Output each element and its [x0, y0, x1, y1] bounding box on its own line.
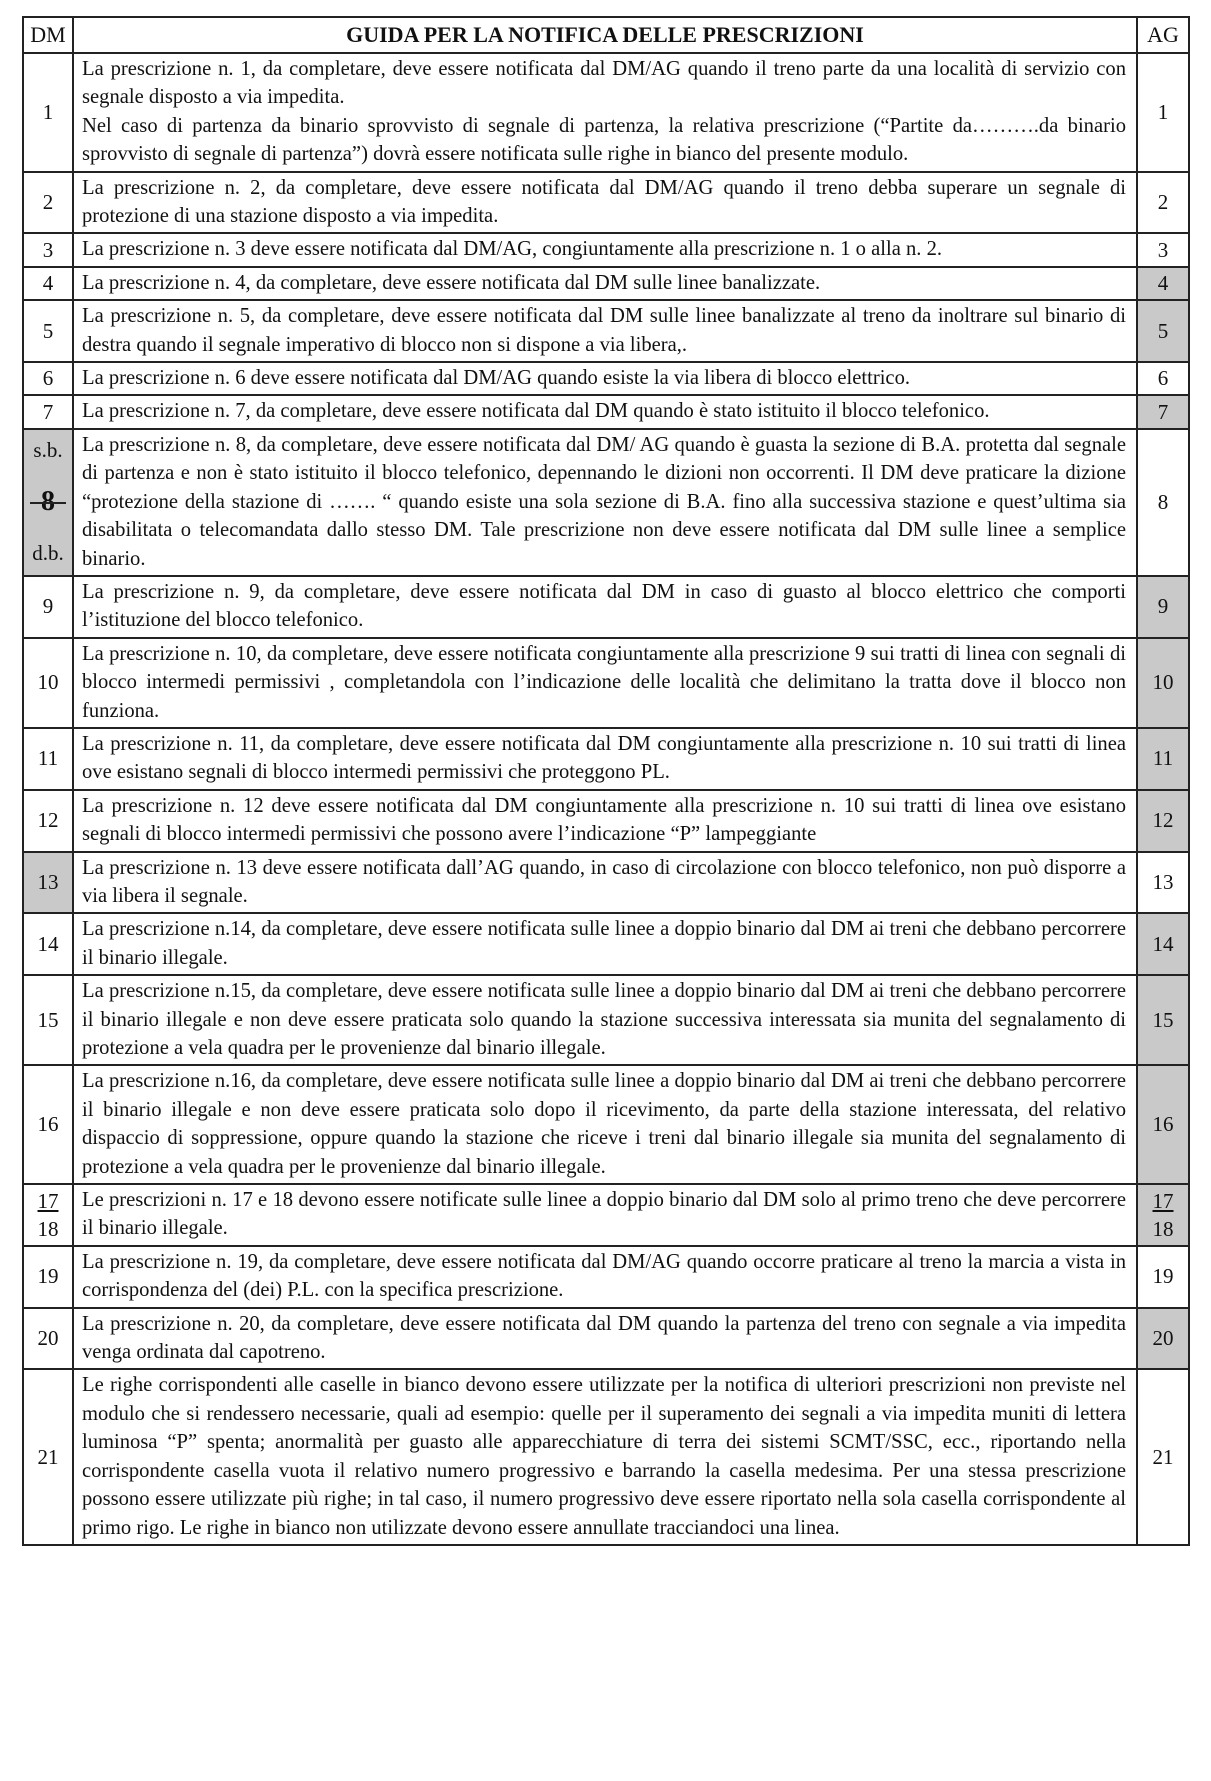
ag-number-cell: 19: [1137, 1246, 1189, 1308]
dm-number-cell: 10: [23, 638, 73, 728]
dm-number-cell: 4: [23, 267, 73, 300]
instruction-text-cell: La prescrizione n. 10, da completare, deve essere notificata congiuntamente alla prescrizione 9 sui tratti di linea con segnali di blocco intermedi permissivi , completandola con l’indicazione delle località che delimitano la tratta dove il blocco non funziona.: [73, 638, 1137, 728]
dm-number-cell-shaded: [23, 429, 73, 576]
instruction-text-cell: La prescrizione n.15, da completare, deve essere notificata sulle linee a doppio binario dal DM ai treni che debbano percorrere il binario illegale e non deve essere praticata solo quando la stazione successiva interessata sia munita del segnalamento di protezione a vela quadra per le provenienze dal binario illegale.: [73, 975, 1137, 1065]
instruction-text-cell: Le righe corrispondenti alle caselle in bianco devono essere utilizzate per la notifica di ulteriori prescrizioni non previste nel modulo che si rendessero necessarie, quali ad esempio: quelle per il superamento dei segnali a via impedita muniti di lettera luminosa “P” spenta; anormalità per guasto alle apparecchiature di terra dei sistemi SCMT/SSC, ecc., riportando nella corrispondente casella vuota il relativo numero progressivo e barrando la casella medesima. Per una stessa prescrizione possono essere utilizzate più righe; in tal caso, il numero progressivo deve essere riportato nella sola casella corrispondente al primo rigo. Le righe in bianco non utilizzate devono essere annullate tracciandoci una linea.: [73, 1369, 1137, 1544]
table-row: [23, 913, 1189, 975]
ag-number-cell-shaded: 11: [1137, 728, 1189, 790]
instruction-text-cell: Le prescrizioni n. 17 e 18 devono essere notificate sulle linee a doppio binario dal DM solo al primo treno che deve percorrere il binario illegale.: [73, 1184, 1137, 1246]
instruction-text-cell: La prescrizione n. 6 deve essere notificata dal DM/AG quando esiste la via libera di blocco elettrico.: [73, 362, 1137, 395]
table-row: [23, 576, 1189, 638]
table-row: [23, 728, 1189, 790]
ag-number-cell-shaded: 12: [1137, 790, 1189, 852]
dm-number-cell: 9: [23, 576, 73, 638]
ag-number-cell: 3: [1137, 233, 1189, 266]
ag-number-cell-shaded: 10: [1137, 638, 1189, 728]
instruction-text-cell: [73, 53, 1137, 172]
dm-number-cell: 11: [23, 728, 73, 790]
instruction-text-cell: La prescrizione n. 5, da completare, deve essere notificata dal DM sulle linee banalizzate al treno da inoltrare sul binario di destra quando il segnale imperativo di blocco non si dispone a via libera,.: [73, 300, 1137, 362]
table-header-row: [23, 17, 1189, 53]
instruction-text-cell: La prescrizione n. 20, da completare, deve essere notificata dal DM quando la partenza del treno con segnale a via impedita venga ordinata dal capotreno.: [73, 1308, 1137, 1370]
table-row: [23, 233, 1189, 266]
single-track-label: s.b.: [33, 438, 63, 463]
instruction-paragraph: Nel caso di partenza da binario sprovvisto di segnale di partenza, la relativa prescrizione (“Partite da……….da binario sprovvisto di segnale di partenza”) dovrà essere notificata sulle righe in bianco del presente modulo.: [82, 114, 1126, 166]
table-row: [23, 852, 1189, 914]
table-row: [23, 267, 1189, 300]
table-row: [23, 429, 1189, 576]
table-row: [23, 172, 1189, 234]
ag-number-cell: 8: [1137, 429, 1189, 576]
table-row: [23, 1369, 1189, 1544]
dm-number-cell: 6: [23, 362, 73, 395]
instruction-text-cell: La prescrizione n. 8, da completare, deve essere notificata dal DM/ AG quando è guasta la sezione di B.A. protetta dal segnale di partenza e non è stato istituito il blocco telefonico, depennando le dizioni non occorrenti. Il DM deve praticare la dizione “protezione della stazione di ……. “ quando esiste una sola sezione di B.A. fino alla successiva stazione e quest’ultima sia disabilitata o telecomandata dallo stesso DM. Tale prescrizione non deve essere notificata dal DM sulle linee a semplice binario.: [73, 429, 1137, 576]
ag-number-second: 18: [1152, 1216, 1174, 1241]
instruction-text-cell: La prescrizione n. 2, da completare, deve essere notificata dal DM/AG quando il treno debba superare un segnale di protezione di una stazione disposto a via impedita.: [73, 172, 1137, 234]
instruction-paragraph: La prescrizione n. 1, da completare, deve essere notificata dal DM/AG quando il treno parte da una località di servizio con segnale disposto a via impedita.: [82, 58, 1126, 109]
dm-number-cell: 19: [23, 1246, 73, 1308]
ag-number-cell-shaded: 16: [1137, 1065, 1189, 1184]
dm-number-cell: 20: [23, 1308, 73, 1370]
table-row: [23, 300, 1189, 362]
instruction-text-cell: La prescrizione n. 13 deve essere notificata dall’AG quando, in caso di circolazione con blocco telefonico, non può disporre a via libera il segnale.: [73, 852, 1137, 914]
dm-number-cell-shaded: 13: [23, 852, 73, 914]
ag-number-cell: 6: [1137, 362, 1189, 395]
ag-number-cell: 13: [1137, 852, 1189, 914]
table-row: [23, 1246, 1189, 1308]
instruction-text-cell: La prescrizione n. 12 deve essere notificata dal DM congiuntamente alla prescrizione n. 10 sui tratti di linea ove esistano segnali di blocco intermedi permissivi che possono avere l’indicazione “P” lampeggiante: [73, 790, 1137, 852]
instruction-text-cell: La prescrizione n.16, da completare, deve essere notificata sulle linee a doppio binario dal DM ai treni che debbano percorrere il binario illegale e non deve essere praticata solo dopo il ricevimento, da parte della stazione interessata, del relativo dispaccio di soppressione, oppure quando la stazione che riceve i treni dal binario illegale sia munita del segnalamento di protezione a vela quadra per le provenienze dal binario illegale.: [73, 1065, 1137, 1184]
double-track-label: d.b.: [32, 541, 64, 566]
instruction-text-cell: La prescrizione n. 4, da completare, deve essere notificata dal DM sulle linee banalizzate.: [73, 267, 1137, 300]
prescription-guide-sheet: [22, 16, 1190, 1546]
dm-number-cell: 2: [23, 172, 73, 234]
table-row: [23, 975, 1189, 1065]
instruction-text-cell: La prescrizione n.14, da completare, deve essere notificata sulle linee a doppio binario dal DM ai treni che debbano percorrere il binario illegale.: [73, 913, 1137, 975]
dm-number-cell: 12: [23, 790, 73, 852]
ag-number-cell: 1: [1137, 53, 1189, 172]
table-row: [23, 362, 1189, 395]
dm-number-cell: 16: [23, 1065, 73, 1184]
table-row: [23, 395, 1189, 428]
ag-number-cell-shaded: 7: [1137, 395, 1189, 428]
page-title: GUIDA PER LA NOTIFICA DELLE PRESCRIZIONI: [73, 17, 1137, 53]
table-row: [23, 1065, 1189, 1184]
dm-number-cell: 7: [23, 395, 73, 428]
dm-number-cell: [23, 1184, 73, 1246]
instruction-text-cell: La prescrizione n. 7, da completare, deve essere notificata dal DM quando è stato istituito il blocco telefonico.: [73, 395, 1137, 428]
ag-number-cell-shaded: 15: [1137, 975, 1189, 1065]
dm-column-header: DM: [23, 17, 73, 53]
ag-number-cell: 2: [1137, 172, 1189, 234]
ag-number-cell-shaded: 20: [1137, 1308, 1189, 1370]
ag-number-cell: 21: [1137, 1369, 1189, 1544]
table-row: [23, 638, 1189, 728]
ag-number-cell-shaded: [1137, 1184, 1189, 1246]
dm-number-struck: 8: [24, 486, 72, 518]
dm-number-cell: 21: [23, 1369, 73, 1544]
ag-number-cell-shaded: 4: [1137, 267, 1189, 300]
ag-number-cell-shaded: 9: [1137, 576, 1189, 638]
ag-number-cell-shaded: 14: [1137, 913, 1189, 975]
prescription-guide-table: [22, 16, 1190, 1546]
dm-number-cell: 14: [23, 913, 73, 975]
instruction-text-cell: La prescrizione n. 9, da completare, deve essere notificata dal DM in caso di guasto al blocco elettrico che comporti l’istituzione del blocco telefonico.: [73, 576, 1137, 638]
instruction-text-cell: La prescrizione n. 3 deve essere notificata dal DM/AG, congiuntamente alla prescrizione n. 1 o alla n. 2.: [73, 233, 1137, 266]
ag-column-header: AG: [1137, 17, 1189, 53]
ag-number-cell-shaded: 5: [1137, 300, 1189, 362]
instruction-text-cell: La prescrizione n. 11, da completare, deve essere notificata dal DM congiuntamente alla prescrizione n. 10 sui tratti di linea ove esistano segnali di blocco intermedi permissivi che proteggono PL.: [73, 728, 1137, 790]
table-row: [23, 53, 1189, 172]
dm-number-cell: 1: [23, 53, 73, 172]
instruction-text-cell: La prescrizione n. 19, da completare, deve essere notificata dal DM/AG quando occorre praticare al treno la marcia a vista in corrispondenza del (dei) P.L. con la specifica prescrizione.: [73, 1246, 1137, 1308]
dm-number-first: 17: [37, 1188, 59, 1213]
table-row: [23, 790, 1189, 852]
table-row: [23, 1184, 1189, 1246]
dm-number-cell: 5: [23, 300, 73, 362]
table-row: [23, 1308, 1189, 1370]
dm-number-cell: 15: [23, 975, 73, 1065]
ag-number-first: 17: [1152, 1188, 1174, 1213]
dm-number-second: 18: [37, 1216, 59, 1241]
dm-number-cell: 3: [23, 233, 73, 266]
